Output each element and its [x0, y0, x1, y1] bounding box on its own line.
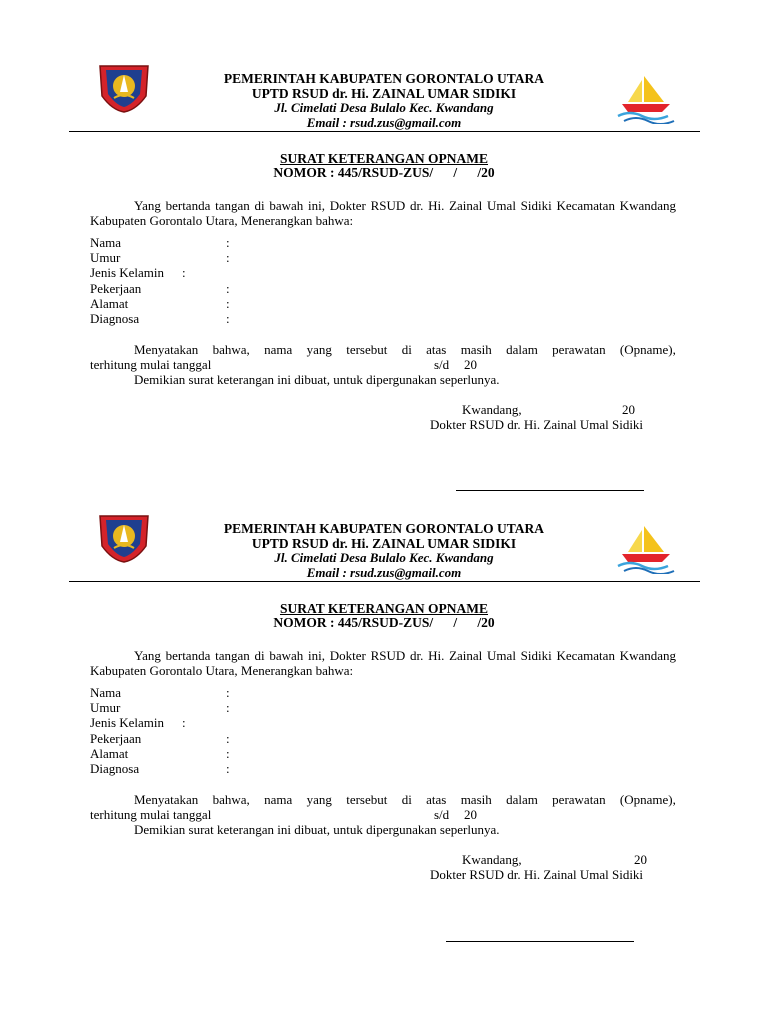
statement-word: atas [426, 792, 447, 807]
statement-line-2 [90, 357, 510, 372]
place-year: 20 [622, 402, 635, 417]
statement-date-label: terhitung mulai tanggal [90, 357, 212, 372]
letterhead [160, 522, 608, 580]
field-label: Nama [90, 685, 122, 700]
field-label: Diagnosa [90, 760, 140, 776]
field-row [90, 715, 390, 730]
letter-number: NOMOR : 445/RSUD-ZUS/ / /20 [273, 165, 495, 180]
regency-emblem-logo [96, 62, 152, 114]
letterhead-email: Email : rsud.zus@gmail.com [306, 564, 462, 580]
field-label: Nama [90, 235, 122, 250]
statement-word: (Opname), [619, 342, 676, 357]
field-row [90, 685, 390, 700]
letter-2 [0, 450, 768, 950]
statement-word: di [401, 792, 412, 807]
field-colon: : [226, 745, 230, 761]
signature-line [446, 941, 634, 942]
field-label: Alamat [90, 745, 129, 761]
statement-word: atas [426, 342, 447, 357]
letterhead [160, 72, 608, 130]
statement-word: perawatan [552, 792, 606, 807]
letterhead-address: Jl. Cimelati Desa Bulalo Kec. Kwandang [274, 550, 494, 565]
statement-word: dalam [506, 342, 538, 357]
place-name: Kwandang, [462, 852, 522, 867]
field-label: Pekerjaan [90, 280, 142, 296]
letterhead-address: Jl. Cimelati Desa Bulalo Kec. Kwandang [274, 100, 494, 115]
hospital-boat-logo [614, 520, 678, 574]
statement-word: yang [306, 792, 332, 807]
statement-word: di [401, 342, 412, 357]
statement-word: nama [264, 792, 293, 807]
letter-title-text: SURAT KETERANGAN OPNAME [279, 151, 489, 166]
signer-title: Dokter RSUD dr. Hi. Zainal Umal Sidiki [430, 417, 644, 432]
statement-word: (Opname), [619, 792, 676, 807]
statement-word: masih [460, 342, 492, 357]
statement-sd: s/d [434, 807, 450, 822]
statement-word: Menyatakan [134, 342, 199, 357]
letter-number: NOMOR : 445/RSUD-ZUS/ / /20 [273, 615, 495, 630]
letterhead-line1: PEMERINTAH KABUPATEN GORONTALO UTARA [223, 521, 545, 536]
statement-year: 20 [464, 357, 477, 372]
field-colon: : [226, 730, 230, 746]
field-row [90, 311, 390, 326]
statement-sd: s/d [434, 357, 450, 372]
statement-line-1 [134, 792, 676, 807]
place-year: 20 [634, 852, 647, 867]
statement-word: perawatan [552, 342, 606, 357]
field-colon: : [226, 250, 230, 266]
field-colon: : [182, 715, 186, 731]
letterhead-line2: UPTD RSUD dr. Hi. ZAINAL UMAR SIDIKI [251, 85, 517, 101]
statement-word: Menyatakan [134, 792, 199, 807]
letterhead-line1: PEMERINTAH KABUPATEN GORONTALO UTARA [223, 71, 545, 86]
field-colon: : [226, 295, 230, 311]
statement-word: nama [264, 342, 293, 357]
statement-date-label: terhitung mulai tanggal [90, 807, 212, 822]
field-row [90, 296, 390, 311]
field-row [90, 731, 390, 746]
field-colon: : [226, 760, 230, 776]
field-colon: : [182, 265, 186, 281]
field-row [90, 250, 390, 265]
letterhead-line2: UPTD RSUD dr. Hi. ZAINAL UMAR SIDIKI [251, 535, 517, 551]
statement-line-1 [134, 342, 676, 357]
statement-word: bahwa, [212, 342, 250, 357]
statement-word: dalam [506, 792, 538, 807]
field-colon: : [226, 685, 230, 700]
intro-paragraph: Yang bertanda tangan di bawah ini, Dokter RSUD dr. Hi. Zainal Umal Sidiki Kecamatan Kwandang Kabupaten Gorontalo Utara, Menerangkan bahwa: [90, 198, 676, 228]
closing-paragraph: Demikian surat keterangan ini dibuat, untuk dipergunakan seperlunya. [134, 372, 500, 387]
field-label: Jenis Kelamin [90, 265, 165, 281]
closing-paragraph: Demikian surat keterangan ini dibuat, untuk dipergunakan seperlunya. [134, 822, 500, 837]
place-name: Kwandang, [462, 402, 522, 417]
field-row [90, 700, 390, 715]
letterhead-divider [69, 131, 700, 132]
signature-place [462, 402, 682, 417]
signer-title: Dokter RSUD dr. Hi. Zainal Umal Sidiki [430, 867, 644, 882]
field-row [90, 265, 390, 280]
statement-word: masih [460, 792, 492, 807]
signature-place [462, 852, 682, 867]
statement-word: bahwa, [212, 792, 250, 807]
field-colon: : [226, 280, 230, 296]
field-row [90, 235, 390, 250]
field-label: Jenis Kelamin [90, 715, 165, 731]
patient-fields [90, 235, 390, 326]
letterhead-email: Email : rsud.zus@gmail.com [306, 114, 462, 130]
statement-word: tersebut [346, 792, 388, 807]
letter-title-text: SURAT KETERANGAN OPNAME [279, 601, 489, 616]
patient-fields [90, 685, 390, 776]
field-label: Pekerjaan [90, 730, 142, 746]
field-row [90, 761, 390, 776]
letter-title [0, 602, 768, 630]
field-row [90, 281, 390, 296]
regency-emblem-logo [96, 512, 152, 564]
field-colon: : [226, 310, 230, 326]
field-label: Umur [90, 700, 121, 716]
letter-title [0, 152, 768, 180]
statement-word: yang [306, 342, 332, 357]
statement-year: 20 [464, 807, 477, 822]
field-colon: : [226, 700, 230, 716]
letter-1 [0, 0, 768, 500]
intro-paragraph: Yang bertanda tangan di bawah ini, Dokter RSUD dr. Hi. Zainal Umal Sidiki Kecamatan Kwandang Kabupaten Gorontalo Utara, Menerangkan bahwa: [90, 648, 676, 678]
field-label: Alamat [90, 295, 129, 311]
field-colon: : [226, 235, 230, 250]
letterhead-divider [69, 581, 700, 582]
field-row [90, 746, 390, 761]
field-label: Diagnosa [90, 310, 140, 326]
statement-line-2 [90, 807, 510, 822]
field-label: Umur [90, 250, 121, 266]
statement-word: tersebut [346, 342, 388, 357]
hospital-boat-logo [614, 70, 678, 124]
